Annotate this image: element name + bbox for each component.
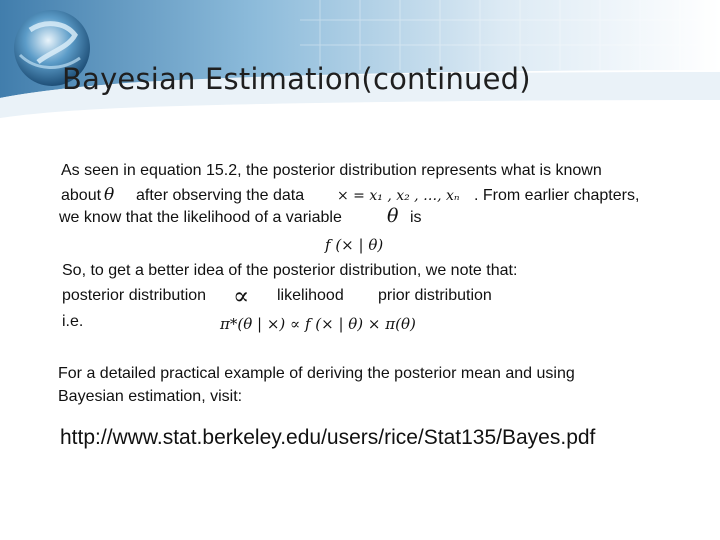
para1-after: after observing the data — [136, 187, 305, 204]
posterior-equation: π*(θ | ×) ∝ f (× | θ) × π(θ) — [220, 315, 416, 333]
para1-line1: As seen in equation 15.2, the posterior distribution represents what is known — [61, 162, 602, 179]
para3-line2: Bayesian estimation, visit: — [58, 388, 243, 405]
likelihood-label: likelihood — [277, 287, 344, 304]
theta-variable: θ — [387, 205, 399, 227]
header-banner — [0, 0, 720, 130]
para2-line1: So, to get a better idea of the posterior distribution, we note that: — [62, 262, 518, 279]
proportional-symbol: ∝ — [233, 282, 250, 310]
para3-line1: For a detailed practical example of deriving the posterior mean and using — [58, 365, 575, 382]
slide-title: Bayesian Estimation(continued) — [62, 62, 531, 96]
ie-label: i.e. — [62, 313, 84, 330]
theta-symbol: θ — [104, 185, 115, 205]
data-equation: × = x₁ , x₂ , …, xₙ — [337, 188, 460, 204]
para1-about: about — [61, 187, 102, 204]
likelihood-function: f (× | θ) — [325, 236, 384, 254]
prior-label: prior distribution — [378, 287, 492, 304]
para1-is: is — [410, 209, 422, 226]
posterior-label: posterior distribution — [62, 287, 207, 304]
bayes-pdf-link[interactable]: http://www.stat.berkeley.edu/users/rice/Stat135/Bayes.pdf — [60, 426, 596, 449]
para1-from: . From earlier chapters, — [474, 187, 640, 204]
para1-line3: we know that the likelihood of a variable — [59, 209, 342, 226]
